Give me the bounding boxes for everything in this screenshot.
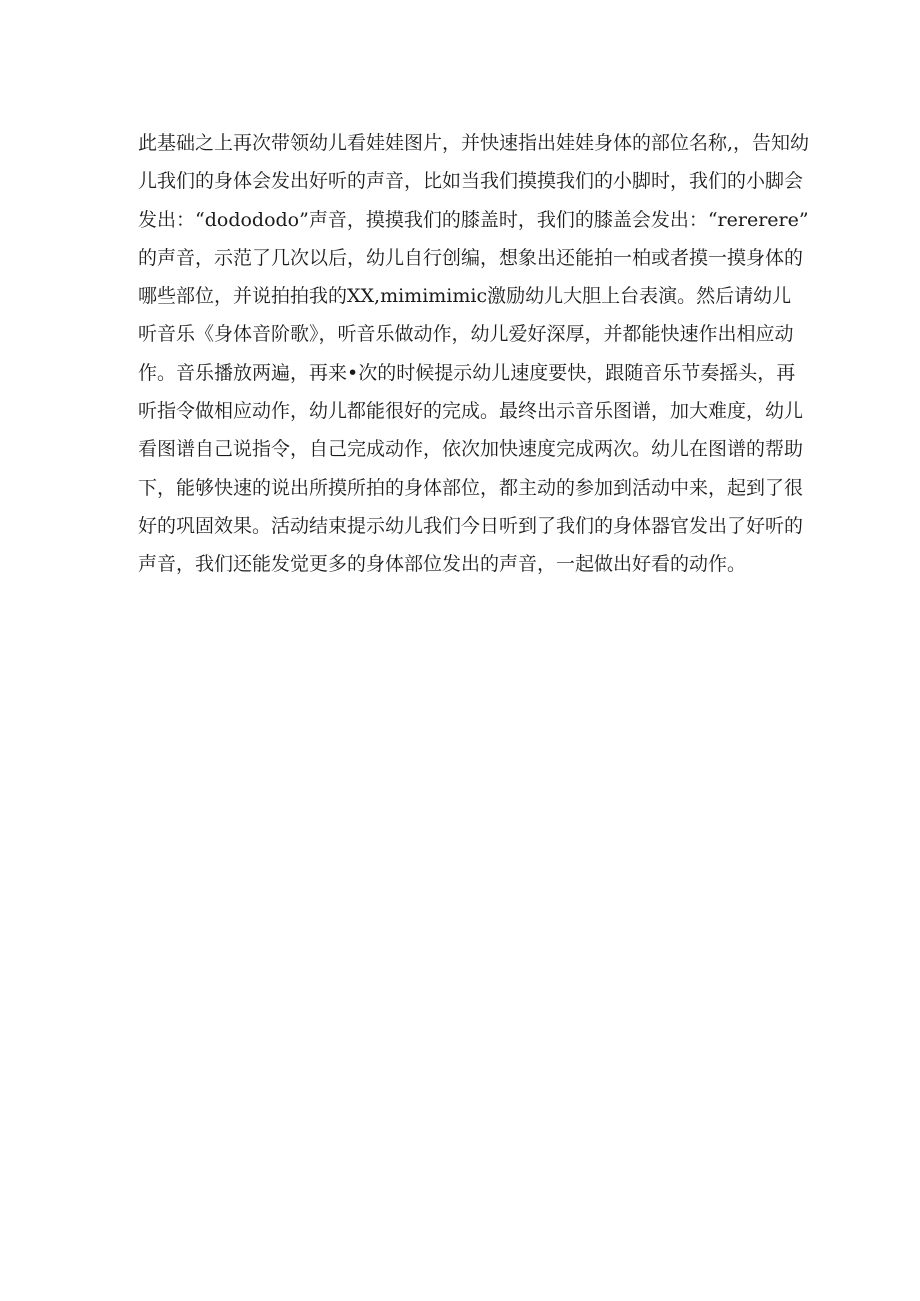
text-line: 此基础之上再次带领幼儿看娃娃图片，并快速指出娃娃身体的部位名称,，告知幼	[138, 132, 810, 154]
body-paragraph	[138, 124, 810, 584]
text-line: 的声音，示范了几次以后，幼儿自行创编，想象出还能拍一柏或者摸一摸身体的	[138, 246, 804, 269]
text-line: 儿我们的身体会发出好听的声音，比如当我们摸摸我们的小脚时，我们的小脚会	[138, 170, 804, 193]
text-line: 哪些部位，并说拍拍我的XX,mimimimic激励幼儿大胆上台表演。然后请幼儿	[138, 285, 792, 308]
text-line: 好的巩固效果。活动结束提示幼儿我们今日听到了我们的身体器官发出了好听的	[138, 514, 804, 537]
text-line: 听指令做相应动作，幼儿都能很好的完成。最终出示音乐图谱，加大难度，幼儿	[138, 400, 804, 423]
text-line: 下，能够快速的说出所摸所拍的身体部位，都主动的参加到活动中来，起到了很	[138, 476, 804, 499]
text-line: 作。音乐播放两遍，再来•次的时候提示幼儿速度要快，跟随音乐节奏摇头，再	[138, 361, 796, 384]
text-line: 发出：“dodododo”声音，摸摸我们的膝盖时，我们的膝盖会发出：“rererere”	[138, 208, 809, 231]
text-line: 听音乐《身体音阶歌》，听音乐做动作，幼儿爱好深厚，并都能快速作出相应动	[138, 323, 794, 346]
text-line: 声音，我们还能发觉更多的身体部位发出的声音，一起做出好看的动作。	[138, 553, 747, 576]
text-line: 看图谱自己说指令，自己完成动作，依次加快速度完成两次。幼儿在图谱的帮助	[138, 438, 804, 461]
